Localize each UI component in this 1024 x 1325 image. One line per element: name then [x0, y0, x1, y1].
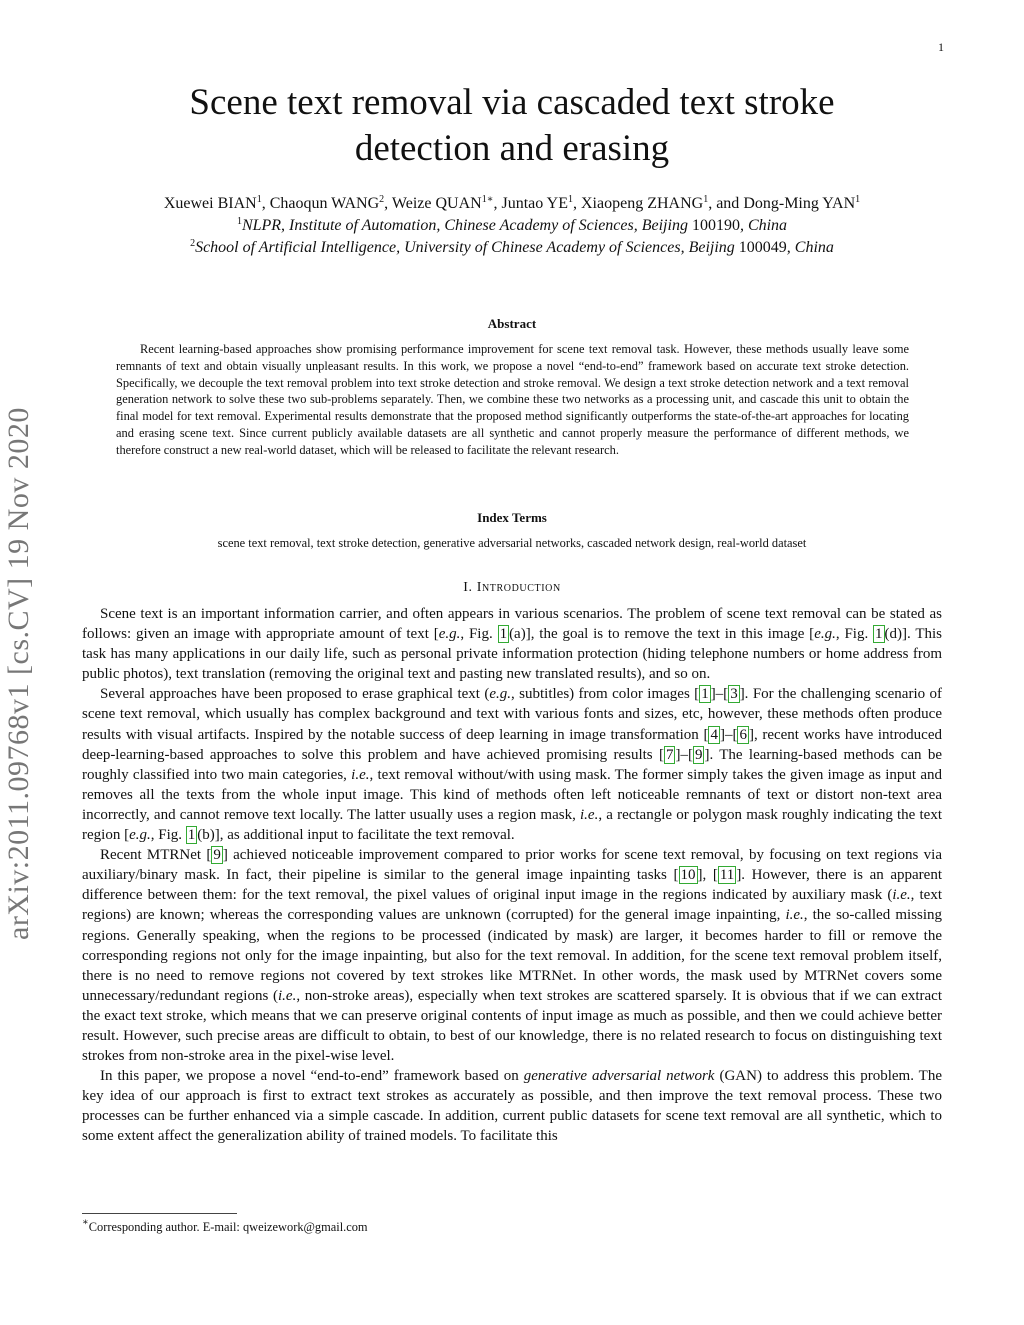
text-run: ]. For the challenging scenario of scene text removal, which usually has complex background and text with various fonts and sizes, etc, however, these methods often produce results with visual artifacts. Inspired by the notable success of deep learning in image transformation [ [82, 686, 942, 743]
italic-text: e.g. [129, 827, 151, 844]
author-separator: , [261, 195, 270, 212]
author-name: Juntao YE [501, 195, 568, 212]
author-name: Dong-Ming YAN [743, 195, 856, 212]
index-terms: scene text removal, text stroke detection, generative adversarial networks, cascaded network design, real-world dataset [217, 536, 807, 550]
text-run: , text regions) are known; whereas the corresponding values are unknown (corrupted) for the general image inpainting, [82, 887, 942, 924]
italic-text: e.g. [814, 626, 836, 643]
text-run: ]. The learning-based methods can be roughly classified into two main categories, [82, 746, 942, 783]
citation-link[interactable]: 9 [213, 847, 221, 864]
italic-text: e.g. [438, 626, 461, 643]
author-list [60, 193, 964, 215]
citation-link[interactable]: 1 [499, 626, 508, 643]
body-text [82, 604, 942, 1147]
text-run: (d)]. This task has many applications in our daily life, such as personal private information protection (hiding telephone numbers or home address from public photos), text translation (removing the original text and pasting new translated results), and so on. [82, 626, 942, 683]
text-run: , subtitles) from color images [ [511, 686, 700, 703]
text-run: (b)], as additional input to facilitate the text removal. [197, 827, 515, 844]
text-run: ] achieved noticeable improvement compared to prior works for scene text removal, by focusing on text regions via auxiliary/binary mask. In fact, their pipeline is similar to the general image inpainting tasks [ [82, 847, 942, 884]
author-affiliation-mark: 1 [568, 194, 573, 205]
text-run: ], recent works have introduced deep-learning-based approaches to solve this problem and have achieved promising results [ [82, 726, 943, 763]
author-name: Xiaopeng ZHANG [581, 195, 704, 212]
text-run: , Fig. [835, 626, 874, 643]
text-run: ]–[ [675, 746, 693, 763]
italic-text: i.e. [580, 806, 599, 823]
author-affiliation-mark: 1 [703, 194, 709, 205]
title-line-1: Scene text removal via cascaded text stroke [189, 82, 835, 123]
citation-link[interactable]: 1 [701, 686, 709, 703]
italic-text: i.e. [278, 987, 297, 1004]
text-run: In this paper, we propose a novel “end-to-end” framework based on [100, 1068, 524, 1085]
text-run: Scene text is an important information carrier, and often appears in various scenarios. The problem of scene text removal can be stated as follows: given an image with appropriate amount of text [ [82, 606, 942, 643]
text-run: ], [ [697, 867, 718, 884]
arxiv-stamp: arXiv:2011.09768v1 [cs.CV] 19 Nov 2020 [2, 407, 35, 940]
text-run: ]–[ [710, 686, 729, 703]
affiliation-1: $^1$NLPR, Institute of Automation, Chinese Academy of Sciences, Beijing 100190, China [236, 216, 788, 234]
text-run: , the so-called missing regions. Generally speaking, when the regions to be processed (indicated by mask) are larger, it becomes harder to fill or remove the corresponding regions not only for the image inpainting, but also for the text removal. In addition, for the scene text removal problem itself, there is no need to remove regions not covered by text strokes like MTRNet. In other words, the mask used by MTRNet covers some unnecessary/redundant regions ( [82, 907, 942, 1004]
paragraph [82, 845, 942, 1066]
citation-link[interactable]: 1 [187, 827, 196, 844]
title-line-2: detection and erasing [354, 128, 670, 169]
author-affiliation-mark: 1 [256, 194, 262, 205]
author-name: Weize QUAN [391, 195, 482, 212]
text-run: , non-stroke areas), especially when text strokes are scattered sparsely. It is obvious that if we can extract the exact text stroke, which means that we can preserve original contents of input image as much as possible, and then we could achieve better result. However, such precise areas are difficult to obtain, to best of our knowledge, there is no related research to focus on distinguishing text strokes from non-stroke area in the pixel-wise level. [82, 987, 942, 1065]
index-terms-heading: Index Terms [477, 510, 547, 525]
text-run: , text removal without/with using mask. The former simply takes the given image as input and removes all the texts from the whole input image. This kind of methods often left noticeable remnants of text or distort non-text area incorrectly, and cannot remove text locally. The latter usually uses a region mask, [82, 766, 942, 823]
text-run: ]. However, there is an apparent difference between them: for the text removal, the pixel values of original input image in the regions indicated by auxiliary mask ( [82, 867, 942, 904]
text-run: (a)], the goal is to remove the text in this image [ [509, 626, 815, 643]
citation-link[interactable]: 3 [730, 686, 738, 703]
author-name: Xuewei BIAN [163, 195, 257, 212]
text-run: ]–[ [719, 726, 738, 743]
paragraph [82, 1066, 942, 1146]
text-run: , Fig. [460, 626, 498, 643]
italic-text: e.g. [489, 686, 512, 703]
text-run: (GAN) to address this problem. The key idea of our approach is first to extract text strokes as accurately as possible, and then improve the text removal process. These two processes can be further enhanced via a simple cascade. In addition, current public datasets for scene text removal are all synthetic, which to some extent affect the generalization ability of trained models. To facilitate this [82, 1068, 942, 1145]
citation-link[interactable]: 9 [694, 746, 703, 763]
paragraph [82, 604, 942, 684]
italic-text: i.e. [892, 887, 911, 904]
citation-link[interactable]: 10 [680, 867, 696, 884]
author-separator: , [384, 195, 392, 212]
page-number: 1 [938, 40, 944, 54]
section-heading: I. Introduction [463, 580, 561, 595]
author-name: Chaoqun WANG [269, 195, 380, 212]
author-affiliation-mark: 1∗ [481, 194, 494, 205]
citation-link[interactable]: 6 [739, 726, 747, 743]
text-run: Several approaches have been proposed to erase graphical text ( [100, 686, 490, 703]
abstract-heading: Abstract [487, 316, 537, 331]
author-affiliation-mark: 2 [379, 194, 385, 205]
footnote-rule [82, 1213, 237, 1214]
text-run: , a rectangle or polygon mask roughly indicating the text region [ [82, 806, 942, 844]
italic-text: generative adversarial network [523, 1068, 715, 1085]
paragraph [82, 684, 942, 845]
italic-text: i.e. [785, 907, 804, 924]
citation-link[interactable]: 1 [875, 626, 883, 643]
author-separator: , and [708, 195, 744, 212]
author-affiliation-mark: 1 [855, 194, 861, 205]
author-separator: , [573, 195, 581, 212]
abstract-text: Recent learning-based approaches show promising performance improvement for scene text removal task. However, these methods usually leave some remnants of text and obtain visually unpleasant results. In this work, we propose a novel “end-to-end” framework based on accurate text stroke detection. Specifically, we decouple the text removal problem into text stroke detection and stroke removal. We design a text stroke detection network and a text removal generation network to solve these two sub-problems separately. Then, we combine these two networks as a processing unit, and cascade this unit to obtain the final model for text removal. Experimental results demonstrate that the proposed method significantly outperforms the state-of-the-art approaches for locating and erasing scene text. Since current publicly available datasets are all synthetic and cannot properly measure the performance of different methods, we therefore construct a new real-world dataset, which will be released to facilitate the relevant research. [116, 342, 909, 457]
italic-text: i.e. [351, 766, 370, 783]
author-separator: , [493, 195, 502, 212]
paper-title [60, 80, 964, 172]
footnote: ∗Corresponding author. E-mail: qweizework@gmail.com [82, 1217, 368, 1234]
text-run: Recent MTRNet [ [100, 847, 212, 864]
citation-link[interactable]: 4 [710, 726, 718, 743]
citation-link[interactable]: 7 [665, 746, 674, 763]
text-run: , Fig. [150, 827, 186, 844]
citation-link[interactable]: 11 [719, 867, 735, 884]
affiliation-2: $^2$School of Artificial Intelligence, University of Chinese Academy of Sciences, Beijing 100049, China [190, 238, 834, 256]
